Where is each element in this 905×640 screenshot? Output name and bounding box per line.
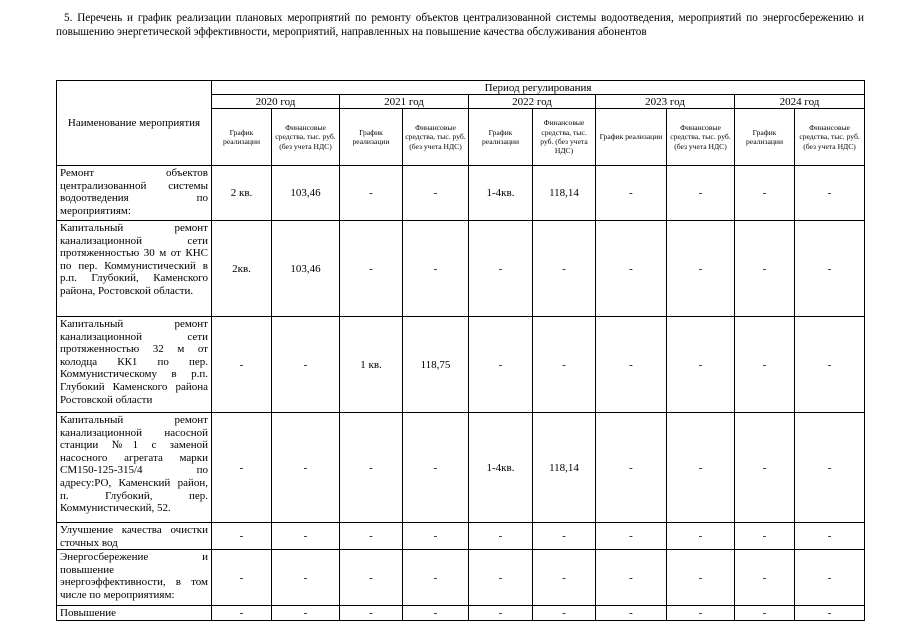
section-heading: 5. Перечень и график реализации плановых мероприятий по ремонту объектов централизованной системы водоотведения, мероприятий по энергосбережению и повышению энергетической эффективности, мероприятий, направленных на повышение качества обслуживания абонентов (56, 12, 864, 38)
schedule-subheader: График реализации (469, 109, 533, 166)
schedule-cell: 1-4кв. (469, 413, 533, 523)
finance-cell: - (533, 221, 596, 317)
finance-cell: - (403, 166, 469, 221)
activity-name-cell: Капитальный ремонт канализационной сети протяженностью 32 м от колодца КК1 по пер. Коммунистическому в р.п. Глубокий Каменского района Ростовской области (57, 317, 212, 413)
period-header: Период регулирования (212, 81, 865, 95)
year-header: 2020 год (212, 95, 340, 109)
finance-cell: - (403, 606, 469, 621)
finance-cell: - (795, 221, 865, 317)
schedule-cell: - (596, 550, 667, 606)
schedule-cell: - (735, 221, 795, 317)
finance-cell: - (403, 221, 469, 317)
schedule-cell: 1-4кв. (469, 166, 533, 221)
schedule-cell: 2 кв. (212, 166, 272, 221)
schedule-subheader: График реализации (340, 109, 403, 166)
finance-cell: - (272, 550, 340, 606)
schedule-cell: - (596, 317, 667, 413)
finance-cell: 103,46 (272, 166, 340, 221)
schedule-cell: - (340, 413, 403, 523)
finance-cell: - (795, 413, 865, 523)
activity-name-cell: Капитальный ремонт канализационной сети протяженностью 30 м от КНС по пер. Коммунистический в р.п. Глубокий, Каменского района, Ростовской области. (57, 221, 212, 317)
finance-cell: - (533, 317, 596, 413)
finance-cell: - (795, 166, 865, 221)
finance-subheader: Финансовые средства, тыс. руб. (без учета НДС) (667, 109, 735, 166)
schedule-cell: - (735, 413, 795, 523)
schedule-cell: - (212, 550, 272, 606)
schedule-cell: - (469, 523, 533, 550)
year-header: 2022 год (469, 95, 596, 109)
finance-cell: - (403, 413, 469, 523)
schedule-cell: - (212, 523, 272, 550)
schedule-cell: - (735, 523, 795, 550)
finance-cell: - (272, 317, 340, 413)
finance-subheader: Финансовые средства, тыс. руб. (без учета НДС) (403, 109, 469, 166)
finance-cell: - (667, 523, 735, 550)
table-row (57, 550, 865, 606)
finance-cell: - (667, 550, 735, 606)
schedule-cell: - (340, 606, 403, 621)
finance-cell: - (667, 413, 735, 523)
schedule-cell: - (596, 166, 667, 221)
finance-cell: - (795, 550, 865, 606)
finance-cell: - (667, 166, 735, 221)
schedule-cell: - (340, 523, 403, 550)
schedule-subheader: График реализации (735, 109, 795, 166)
schedule-cell: - (735, 317, 795, 413)
schedule-cell: - (212, 413, 272, 523)
table-row (57, 221, 865, 317)
finance-cell: - (795, 317, 865, 413)
schedule-cell: - (596, 413, 667, 523)
schedule-cell: - (469, 317, 533, 413)
year-header: 2024 год (735, 95, 865, 109)
schedule-cell: - (735, 550, 795, 606)
finance-subheader: Финансовые средства, тыс. руб. (без учета НДС) (533, 109, 596, 166)
finance-cell: - (795, 523, 865, 550)
finance-cell: - (667, 606, 735, 621)
finance-cell: - (795, 606, 865, 621)
activity-name-cell: Повышение (57, 606, 212, 621)
finance-cell: 103,46 (272, 221, 340, 317)
finance-cell: - (272, 523, 340, 550)
schedule-cell: - (340, 166, 403, 221)
table-row (57, 413, 865, 523)
year-header: 2021 год (340, 95, 469, 109)
schedule-cell: - (469, 221, 533, 317)
finance-cell: - (533, 606, 596, 621)
finance-cell: - (667, 221, 735, 317)
activity-name-cell: Капитальный ремонт канализационной насосной станции №1 с заменой насосного агрегата марки СМ150-125-315/4 по адресу:РО, Каменский район, п. Глубокий, пер. Коммунистический, 52. (57, 413, 212, 523)
finance-cell: - (667, 317, 735, 413)
table-row (57, 166, 865, 221)
schedule-cell: - (735, 606, 795, 621)
finance-subheader: Финансовые средства, тыс. руб. (без учета НДС) (272, 109, 340, 166)
activity-name-cell: Энергосбережение и повышение энергоэффективности, в том числе по мероприятиям: (57, 550, 212, 606)
schedule-cell: 1 кв. (340, 317, 403, 413)
schedule-cell: - (735, 166, 795, 221)
schedule-cell: - (596, 221, 667, 317)
finance-cell: 118,14 (533, 166, 596, 221)
table-row (57, 317, 865, 413)
activity-name-cell: Ремонт объектов централизованной системы водоотведения по мероприятиям: (57, 166, 212, 221)
schedule-subheader: График реализации (596, 109, 667, 166)
schedule-cell: - (340, 550, 403, 606)
activity-name-cell: Улучшение качества очистки сточных вод (57, 523, 212, 550)
name-column-header: Наименование мероприятия (57, 81, 212, 166)
table-row (57, 606, 865, 621)
finance-cell: - (272, 606, 340, 621)
finance-cell: - (403, 523, 469, 550)
plan-table (56, 80, 865, 621)
schedule-cell: - (469, 606, 533, 621)
schedule-cell: - (212, 317, 272, 413)
year-header: 2023 год (596, 95, 735, 109)
finance-cell: - (533, 550, 596, 606)
finance-cell: 118,75 (403, 317, 469, 413)
schedule-cell: - (340, 221, 403, 317)
finance-cell: - (272, 413, 340, 523)
schedule-cell: - (596, 606, 667, 621)
finance-subheader: Финансовые средства, тыс. руб. (без учета НДС) (795, 109, 865, 166)
table-row (57, 523, 865, 550)
schedule-cell: 2кв. (212, 221, 272, 317)
finance-cell: - (533, 523, 596, 550)
schedule-cell: - (469, 550, 533, 606)
schedule-cell: - (212, 606, 272, 621)
finance-cell: - (403, 550, 469, 606)
finance-cell: 118,14 (533, 413, 596, 523)
schedule-cell: - (596, 523, 667, 550)
schedule-subheader: График реализации (212, 109, 272, 166)
